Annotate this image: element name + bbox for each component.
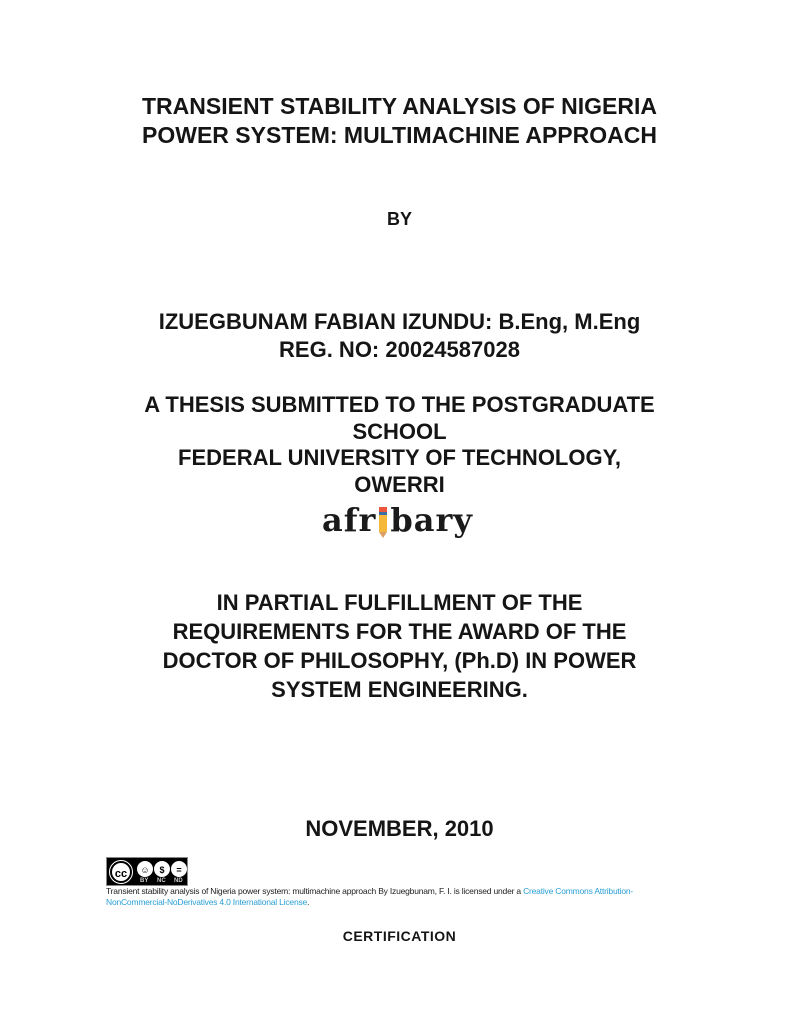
nc-label: NC	[157, 878, 166, 884]
logo-text-right: bary	[390, 501, 473, 539]
nd-label: ND	[174, 878, 183, 884]
afribary-watermark-logo	[322, 500, 482, 540]
logo-text-left: afr	[322, 501, 377, 539]
pencil-icon	[379, 507, 387, 537]
by-label: BY	[386, 209, 412, 229]
license-trailing: .	[307, 897, 310, 907]
title-line: TRANSIENT STABILITY ANALYSIS OF NIGERIA	[142, 93, 657, 119]
fulfillment-block	[0, 588, 799, 704]
submission-line: A THESIS SUBMITTED TO THE POSTGRADUATE	[144, 392, 655, 417]
author-block	[0, 308, 799, 364]
submission-line: FEDERAL UNIVERSITY OF TECHNOLOGY,	[178, 445, 621, 470]
fulfillment-line: DOCTOR OF PHILOSOPHY, (Ph.D) IN POWER	[162, 648, 637, 673]
reg-number: REG. NO: 20024587028	[279, 337, 520, 362]
nd-icon: =	[171, 861, 187, 877]
by-label: BY	[140, 878, 149, 884]
certification-heading: CERTIFICATION	[342, 928, 457, 944]
submission-block	[0, 392, 799, 498]
submission-line: SCHOOL	[352, 418, 447, 444]
submission-line: OWERRI	[354, 471, 445, 497]
by-icon: ☺	[137, 861, 153, 877]
license-notice	[106, 886, 686, 908]
thesis-title	[0, 92, 799, 150]
submission-date: NOVEMBER, 2010	[305, 816, 494, 841]
creative-commons-badge[interactable]	[106, 857, 188, 886]
license-link[interactable]: Creative Commons Attribution-NonCommercial-NoDerivatives 4.0 International License	[106, 886, 634, 907]
title-line: POWER SYSTEM: MULTIMACHINE APPROACH	[142, 122, 657, 148]
cc-icon: cc	[110, 861, 132, 883]
fulfillment-line: SYSTEM ENGINEERING.	[271, 677, 528, 702]
fulfillment-line: REQUIREMENTS FOR THE AWARD OF THE	[172, 619, 627, 644]
nc-icon: $	[154, 861, 170, 877]
fulfillment-line: IN PARTIAL FULFILLMENT OF THE	[216, 590, 583, 615]
license-text: Transient stability analysis of Nigeria power system: multimachine approach By Izuegbunam, F. I. is licensed under a	[106, 886, 524, 896]
author-name: IZUEGBUNAM FABIAN IZUNDU: B.Eng, M.Eng	[158, 309, 641, 334]
